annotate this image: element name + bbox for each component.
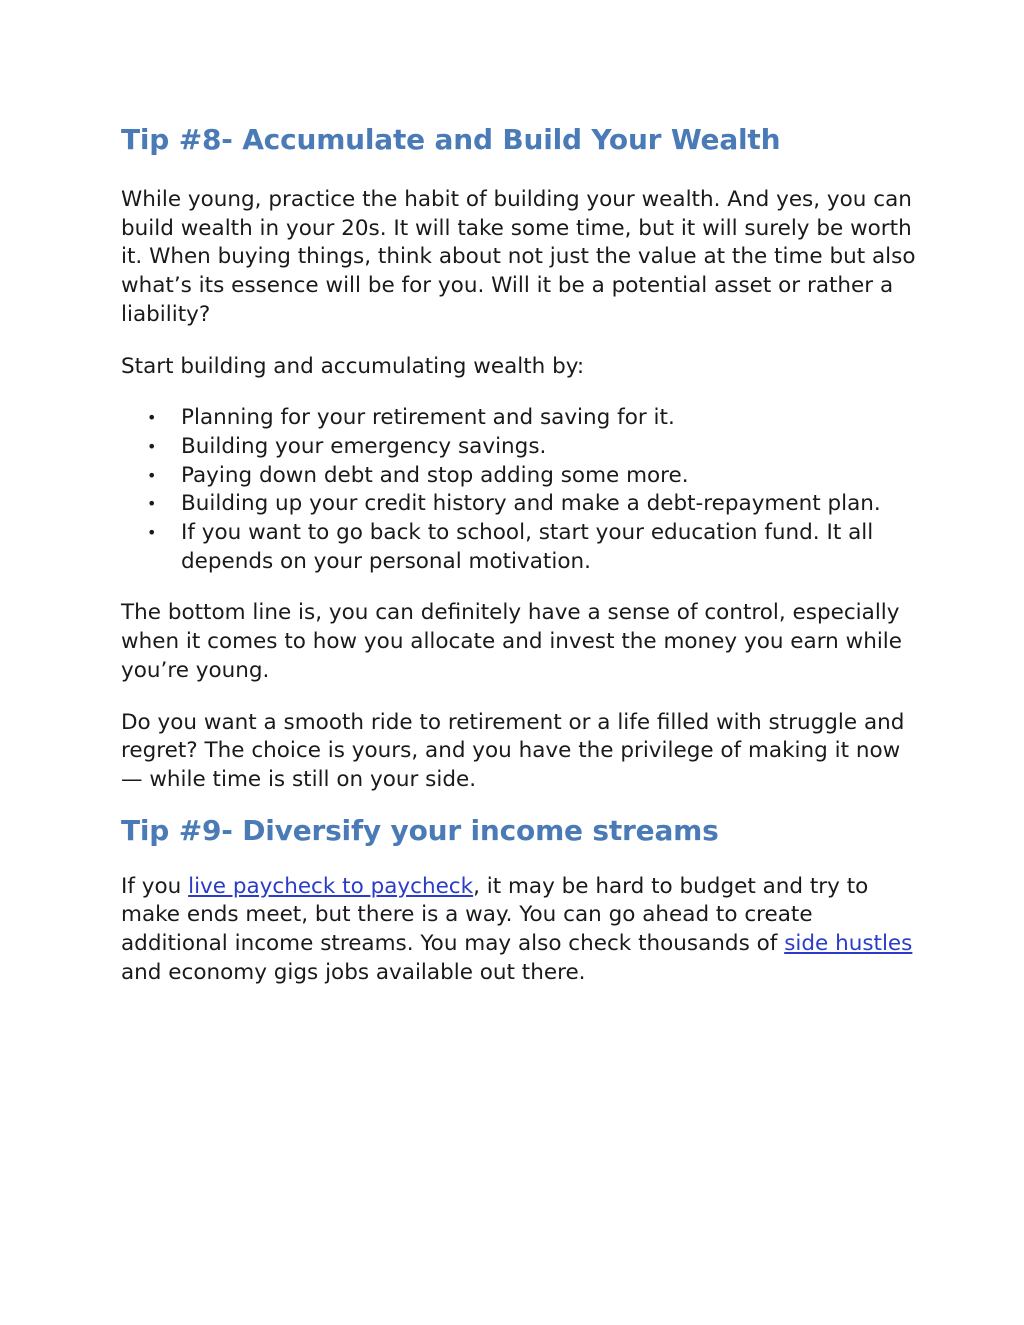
list-item: • Paying down debt and stop adding some more.: [181, 462, 921, 491]
list-item: • Planning for your retirement and saving for it.: [181, 404, 921, 433]
tip8-heading: Tip #8- Accumulate and Build Your Wealth: [121, 123, 781, 156]
tip9-heading: Tip #9- Diversify your income streams: [121, 813, 719, 847]
choice-paragraph: Do you want a smooth ride to retirement or a life filled with struggle and regret? The choice is yours, and you have the privilege of making it now — while time is still on your side.: [121, 709, 905, 792]
list-item: • Building up your credit history and make a debt-repayment plan.: [181, 490, 921, 519]
tip8-start-paragraph: Start building and accumulating wealth by:: [121, 353, 585, 379]
tip9-text-3: and economy gigs jobs available out there.: [121, 959, 586, 985]
bottom-line-paragraph: The bottom line is, you can definitely have a sense of control, especially when it comes to how you allocate and invest the money you earn while you’re young.: [121, 600, 903, 683]
tip9-text-1: If you: [121, 873, 189, 899]
tip9-paragraph: [121, 873, 921, 988]
wealth-steps-list: [121, 404, 921, 576]
list-item: • If you want to go back to school, start your education fund. It all depends on your personal motivation.: [181, 519, 921, 576]
tip8-intro-paragraph: While young, practice the habit of building your wealth. And yes, you can build wealth in your 20s. It will take some time, but it will surely be worth it. When buying things, think about not just the value at the time but also what’s its essence will be for you. Will it be a potential asset or rather a liability?: [121, 187, 916, 327]
side-hustles-link[interactable]: side hustles: [784, 931, 913, 957]
tip9-text-2: , it may be hard to budget and try to make ends meet, but there is a way. You can go ahead to create additional income streams. You may also check thousands of: [121, 873, 869, 957]
live-paycheck-link[interactable]: live paycheck to paycheck: [188, 873, 474, 899]
list-item: • Building your emergency savings.: [181, 433, 921, 462]
document-page: [121, 118, 921, 987]
